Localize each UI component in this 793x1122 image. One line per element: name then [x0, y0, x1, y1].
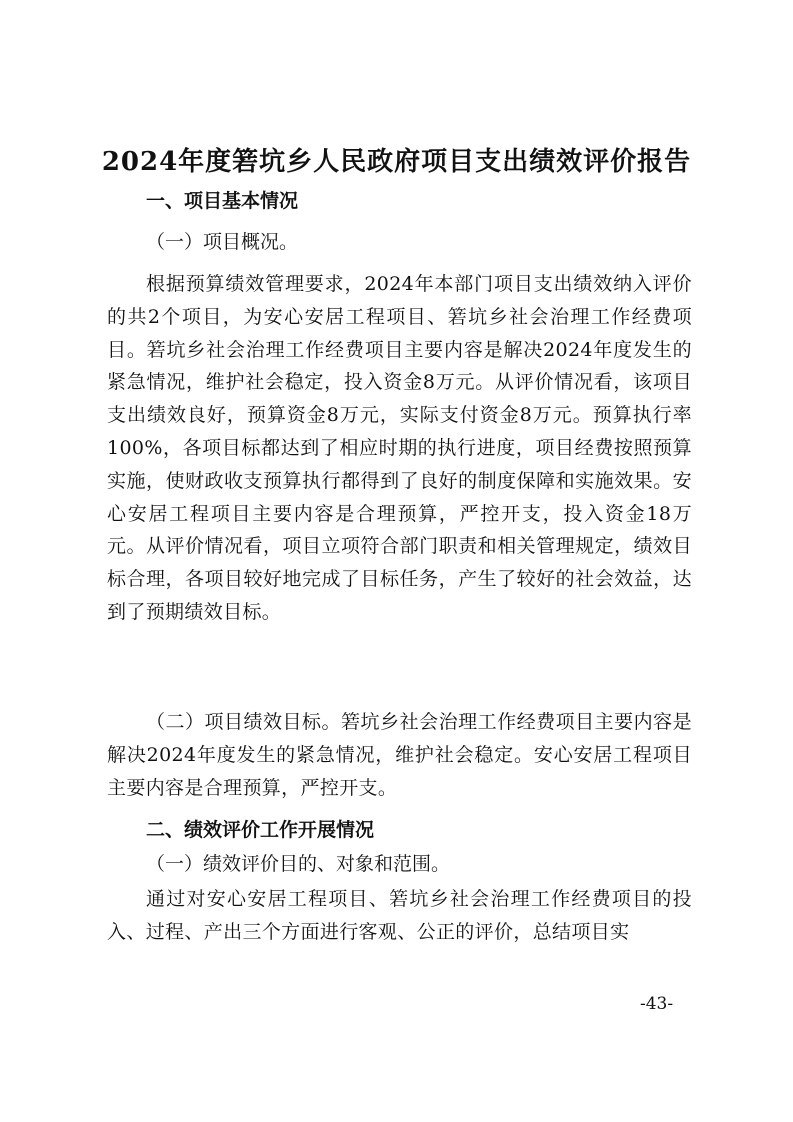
paragraph-evaluation-purpose: 通过对安心安居工程项目、箬坑乡社会治理工作经费项目的投入、过程、产出三个方面进行客观、公正的评价，总结项目实	[107, 888, 692, 943]
section-heading-evaluation-work: 二、绩效评价工作开展情况	[146, 819, 375, 841]
page-number: -43-	[640, 994, 674, 1014]
paragraph-performance-targets: （二）项目绩效目标。箬坑乡社会治理工作经费项目主要内容是解决2024年度发生的紧急情况，维护社会稳定。安心安居工程项目主要内容是合理预算，严控开支。	[107, 711, 692, 799]
paragraph-project-overview: 根据预算绩效管理要求，2024年本部门项目支出绩效纳入评价的共2个项目，为安心安居工程项目、箬坑乡社会治理工作经费项目。箬坑乡社会治理工作经费项目主要内容是解决2024年度发生的紧急情况，维护社会稳定，投入资金8万元。从评价情况看，该项目支出绩效良好，预算资金8万元，实际支付资金8万元。预算执行率100%，各项目标都达到了相应时期的执行进度，项目经费按照预算实施，使财政收支预算执行都得到了良好的制度保障和实施效果。安心安居工程项目主要内容是合理预算，严控开支，投入资金18万元。从评价情况看，项目立项符合部门职责和相关管理规定，绩效目标合理，各项目较好地完成了目标任务，产生了较好的社会效益，达到了预期绩效目标。	[107, 273, 692, 623]
section-heading-basic-info: 一、项目基本情况	[146, 190, 299, 212]
report-title: 2024年度箬坑乡人民政府项目支出绩效评价报告	[101, 147, 692, 177]
subheading-evaluation-purpose: （一）绩效评价目的、对象和范围。	[146, 853, 451, 875]
subheading-project-overview: （一）项目概况。	[146, 231, 299, 253]
